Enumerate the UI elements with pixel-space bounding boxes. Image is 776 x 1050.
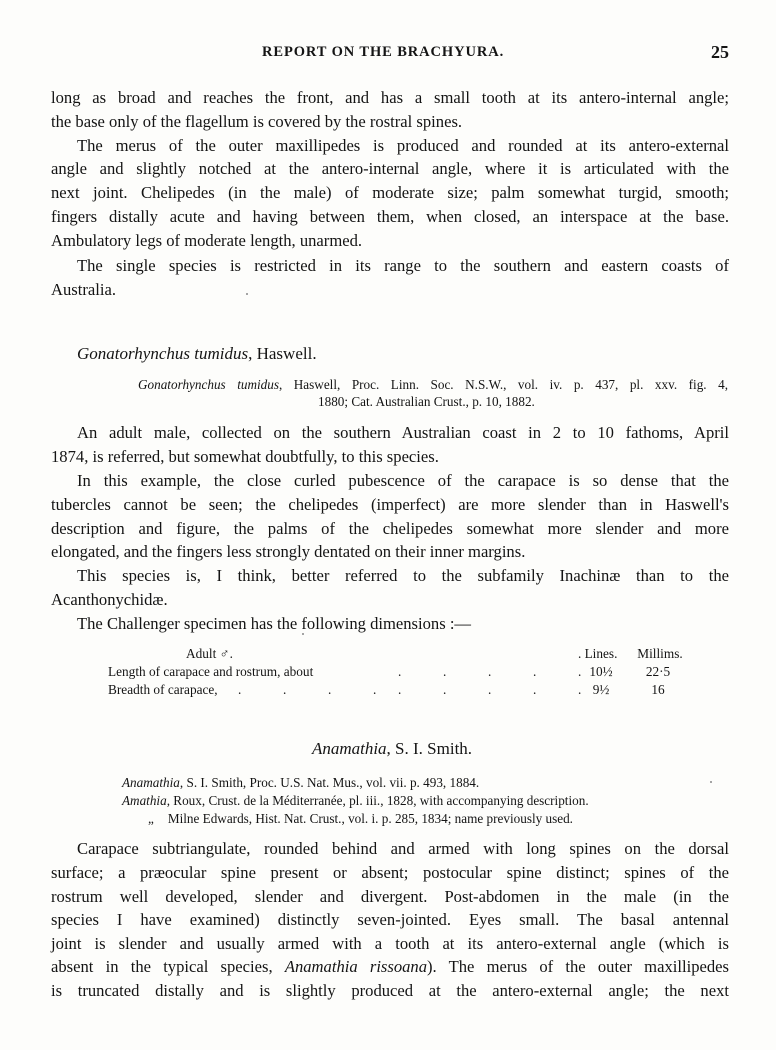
genus-heading bbox=[0, 739, 776, 759]
citation-name: Amathia bbox=[122, 793, 167, 808]
row-label: Breadth of carapace, bbox=[108, 682, 218, 697]
page-number: 25 bbox=[711, 42, 729, 62]
text-line: This species is, I think, better referred to the subfamily Inachinæ than to the bbox=[77, 566, 729, 585]
species-citation-line: 1880; Cat. Australian Crust., p. 10, 1882. bbox=[318, 394, 535, 409]
text-line: Ambulatory legs of moderate length, unarmed. bbox=[51, 231, 363, 250]
text-line: The single species is restricted in its range to the southern and eastern coasts of bbox=[77, 256, 729, 275]
text-line: Carapace subtriangulate, rounded behind and armed with long spines on the dorsal bbox=[77, 839, 729, 858]
ditto-mark: „ bbox=[148, 811, 154, 826]
species-citation-line bbox=[138, 376, 728, 394]
table-row: Length of carapace and rostrum, about . . . . . 10½ 22·5 bbox=[108, 664, 708, 682]
text-line: is truncated distally and is slightly produced at the antero-external angle; the next bbox=[51, 981, 729, 1000]
text-line: description and figure, the palms of the chelipedes somewhat more slender and more bbox=[51, 519, 729, 538]
text-line: In this example, the close curled pubescence of the carapace is so dense that the bbox=[77, 471, 729, 490]
print-speck bbox=[246, 293, 248, 295]
row-millims: 22·5 bbox=[645, 664, 671, 679]
text-line: next joint. Chelipedes (in the male) of moderate size; palm somewhat turgid, smooth; bbox=[51, 183, 729, 202]
text-line: An adult male, collected on the southern Australian coast in 2 to 10 fathoms, April bbox=[77, 423, 729, 442]
text-line: long as broad and reaches the front, and has a small tooth at its antero-internal angle; bbox=[51, 88, 729, 107]
text-line: fingers distally acute and having between them, when closed, an interspace at the base. bbox=[51, 207, 729, 226]
text-line: The merus of the outer maxillipedes is produced and rounded at its antero-external bbox=[77, 136, 729, 155]
print-speck bbox=[710, 781, 712, 783]
species-author: , Haswell. bbox=[248, 344, 317, 363]
citation-name: Anamathia bbox=[122, 775, 180, 790]
genus-citation-line bbox=[148, 810, 573, 828]
citation-text: Milne Edwards, Hist. Nat. Crust., vol. i. p. 285, 1834; name previously used. bbox=[167, 811, 573, 826]
citation-text: , S. I. Smith, Proc. U.S. Nat. Mus., vol. vii. p. 493, 1884. bbox=[179, 775, 480, 790]
text-line: angle and slightly notched at the antero-internal angle, where it is articulated with the bbox=[51, 159, 729, 178]
table-row: Breadth of carapace, . . . . . . . . . 9½ 16 bbox=[108, 682, 708, 700]
text-line: surface; a præocular spine present or absent; postocular spine distinct; spines of the bbox=[51, 863, 729, 882]
text-line: The Challenger specimen has the following dimensions :— bbox=[77, 614, 472, 633]
text-line: joint is slender and usually armed with a tooth at its antero-external angle (which is bbox=[51, 934, 729, 953]
row-millims: 16 bbox=[651, 682, 665, 697]
species-name: Gonatorhynchus tumidus bbox=[77, 344, 249, 363]
row-label: Length of carapace and rostrum, about bbox=[108, 664, 314, 679]
col-header-millims: Millims. bbox=[637, 646, 683, 661]
text-line: rostrum well developed, slender and divergent. Post-abdomen in the male (in the bbox=[51, 887, 729, 906]
citation-text: , Haswell, Proc. Linn. Soc. N.S.W., vol. iv. p. 437, pl. xxv. fig. 4, bbox=[278, 377, 728, 392]
text-line: Acanthonychidæ. bbox=[51, 590, 168, 609]
text-line-mixed: absent in the typical species, Anamathia rissoana). The merus of the outer maxillipedes bbox=[51, 957, 729, 976]
text-line: 1874, is referred, but somewhat doubtfully, to this species. bbox=[51, 447, 439, 466]
dimensions-heading: Adult ♂. bbox=[186, 646, 233, 661]
genus-citation-line bbox=[122, 792, 589, 810]
genus-citation-line bbox=[122, 774, 479, 792]
row-lines: 10½ bbox=[589, 664, 613, 679]
citation-name: Gonatorhynchus tumidus bbox=[138, 377, 279, 392]
genus-author: , S. I. Smith. bbox=[386, 739, 473, 758]
row-lines: 9½ bbox=[592, 682, 610, 697]
text-line: elongated, and the fingers less strongly dentated on their inner margins. bbox=[51, 542, 526, 561]
col-header-lines: Lines. bbox=[584, 646, 618, 661]
running-head: REPORT ON THE BRACHYURA. bbox=[262, 44, 505, 60]
genus-name: Anamathia bbox=[311, 739, 387, 758]
typical-species-name: Anamathia rissoana bbox=[284, 957, 428, 976]
text-line: species I have examined) distinctly seven-jointed. Eyes small. The basal antennal bbox=[51, 910, 729, 929]
text-line: the base only of the flagellum is covered by the rostral spines. bbox=[51, 112, 463, 131]
dimensions-header-row: Adult ♂. . Lines. Millims. bbox=[108, 646, 708, 664]
text-line: tubercles cannot be seen; the chelipedes (imperfect) are more slender than in Haswell's bbox=[51, 495, 729, 514]
text-line: Australia. bbox=[51, 280, 116, 299]
print-speck bbox=[302, 633, 304, 635]
citation-text: , Roux, Crust. de la Méditerranée, pl. iii., 1828, with accompanying description. bbox=[166, 793, 589, 808]
species-heading bbox=[77, 344, 317, 364]
page-header bbox=[0, 44, 776, 66]
